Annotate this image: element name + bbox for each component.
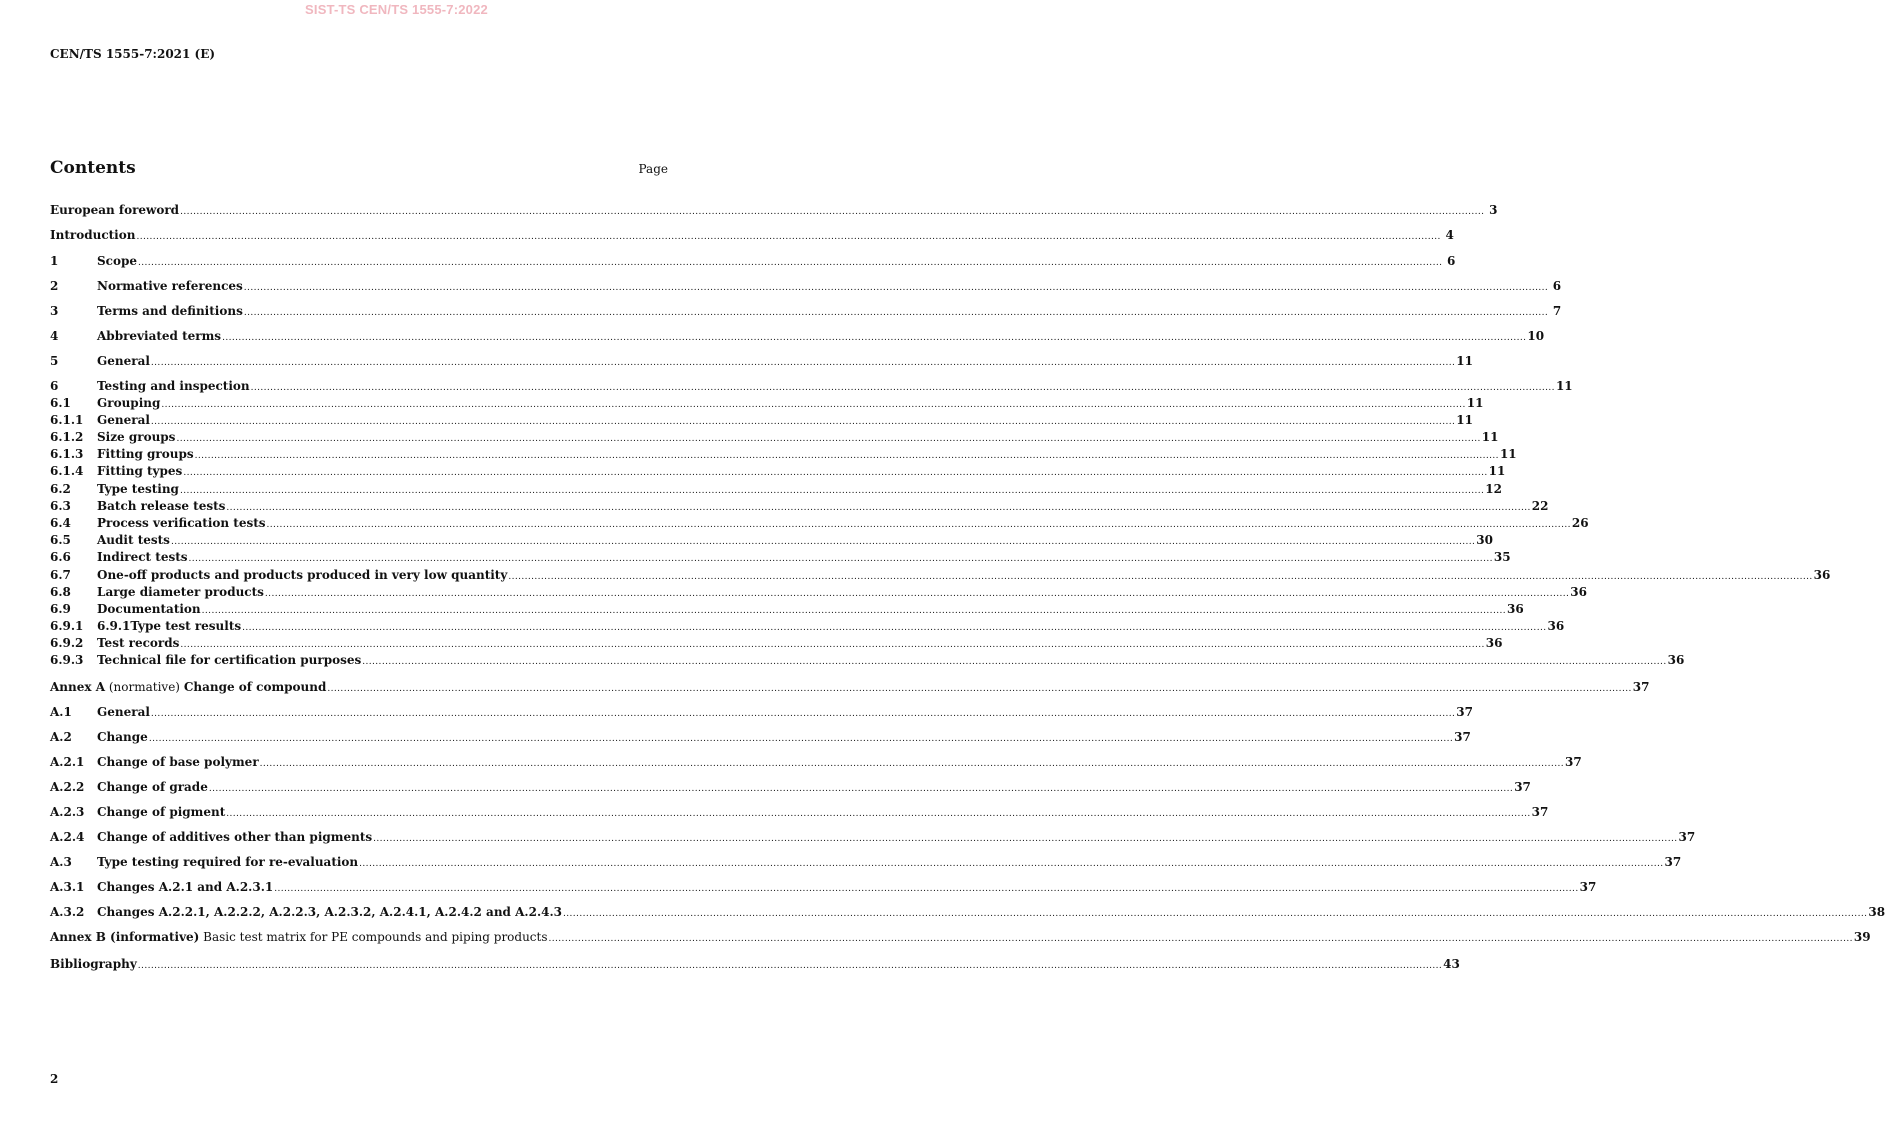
document-id: CEN/TS 1555-7:2021 (E) bbox=[50, 47, 216, 61]
toc-entry-page: 6 bbox=[1552, 279, 1562, 293]
toc-leader-dots: ................................................................................................................................................................................................................................................................................................................................................................................................................ bbox=[150, 417, 1456, 427]
toc-entry-title: Type testing bbox=[97, 482, 179, 496]
toc-entry[interactable] bbox=[50, 679, 1650, 695]
toc-leader-dots: ................................................................................................................................................................................................................................................................................................................................................................................................................ bbox=[327, 684, 1632, 694]
toc-entry[interactable] bbox=[50, 779, 1531, 795]
toc-entry-number: 6.1.3 bbox=[50, 447, 84, 461]
toc-entry-page: 37 bbox=[1579, 880, 1597, 894]
toc-entry[interactable] bbox=[50, 601, 1524, 617]
toc-entry-title: Changes A.2.2.1, A.2.2.2, A.2.2.3, A.2.3.2, A.2.4.1, A.2.4.2 and A.2.4.3 bbox=[97, 905, 563, 919]
toc-leader-dots: ................................................................................................................................................................................................................................................................................................................................................................................................................ bbox=[188, 554, 1493, 564]
toc-entry-number: 6.4 bbox=[50, 516, 71, 530]
toc-entry-page: 37 bbox=[1456, 705, 1473, 719]
toc-entry-title: Indirect tests bbox=[97, 550, 188, 564]
toc-leader-dots: ................................................................................................................................................................................................................................................................................................................................................................................................................ bbox=[359, 859, 1664, 869]
toc-entry-title: Normative references bbox=[97, 279, 243, 293]
toc-entry[interactable] bbox=[50, 729, 1471, 745]
toc-entry-number: A.2.4 bbox=[50, 830, 85, 844]
toc-entry[interactable] bbox=[50, 854, 1682, 870]
toc-entry-title: Audit tests bbox=[97, 533, 170, 547]
toc-entry-title-part: (normative) bbox=[105, 680, 184, 694]
toc-leader-dots: ................................................................................................................................................................................................................................................................................................................................................................................................................ bbox=[170, 537, 1476, 547]
toc-entry-number: 6.7 bbox=[50, 568, 71, 582]
toc-entry-number: 6.1.4 bbox=[50, 464, 84, 478]
toc-entry-title: General bbox=[97, 705, 150, 719]
toc-entry-page: 11 bbox=[1555, 379, 1573, 393]
toc-leader-dots: ................................................................................................................................................................................................................................................................................................................................................................................................................ bbox=[176, 434, 1481, 444]
toc-leader-dots: ................................................................................................................................................................................................................................................................................................................................................................................................................ bbox=[138, 258, 1443, 268]
toc-entry[interactable] bbox=[50, 879, 1597, 895]
toc-entry-title: Terms and definitions bbox=[97, 304, 243, 318]
toc-entry[interactable] bbox=[50, 929, 1871, 945]
toc-entry-title-part: Change of compound bbox=[183, 680, 327, 694]
toc-leader-dots: ................................................................................................................................................................................................................................................................................................................................................................................................................ bbox=[274, 884, 1579, 894]
toc-entry-number: 1 bbox=[50, 254, 59, 268]
toc-entry-title: Grouping bbox=[97, 396, 161, 410]
toc-entry-title: Bibliography bbox=[50, 957, 137, 971]
toc-leader-dots: ................................................................................................................................................................................................................................................................................................................................................................................................................ bbox=[548, 934, 1853, 944]
toc-entry[interactable] bbox=[50, 704, 1473, 720]
toc-entry-number: 6.9.1 bbox=[50, 619, 84, 633]
toc-entry-number: A.2 bbox=[50, 730, 72, 744]
toc-entry-title: One-off products and products produced in very low quantity bbox=[97, 568, 508, 582]
toc-entry-page: 11 bbox=[1481, 430, 1499, 444]
toc-entry[interactable] bbox=[50, 635, 1503, 651]
toc-entry-title: Testing and inspection bbox=[97, 379, 250, 393]
toc-leader-dots: ................................................................................................................................................................................................................................................................................................................................................................................................................ bbox=[137, 961, 1443, 971]
toc-entry[interactable] bbox=[50, 498, 1549, 514]
toc-entry-title-part: Annex A bbox=[50, 680, 106, 694]
toc-entry-number: A.1 bbox=[50, 705, 72, 719]
toc-leader-dots: ................................................................................................................................................................................................................................................................................................................................................................................................................ bbox=[148, 734, 1454, 744]
toc-entry-page: 4 bbox=[1445, 228, 1454, 242]
toc-entry-number: 6.1.1 bbox=[50, 413, 84, 427]
toc-leader-dots: ................................................................................................................................................................................................................................................................................................................................................................................................................ bbox=[563, 909, 1868, 919]
toc-leader-dots: ................................................................................................................................................................................................................................................................................................................................................................................................................ bbox=[201, 606, 1506, 616]
toc-leader-dots: ................................................................................................................................................................................................................................................................................................................................................................................................................ bbox=[266, 520, 1571, 530]
toc-leader-dots: ................................................................................................................................................................................................................................................................................................................................................................................................................ bbox=[183, 468, 1488, 478]
toc-entry[interactable] bbox=[50, 804, 1549, 820]
toc-entry-title: General bbox=[97, 354, 150, 368]
toc-entry-number: 6.6 bbox=[50, 550, 71, 564]
toc-entry-page: 6 bbox=[1447, 254, 1456, 268]
toc-entry-title: Change bbox=[97, 730, 148, 744]
toc-leader-dots: ................................................................................................................................................................................................................................................................................................................................................................................................................ bbox=[222, 333, 1527, 343]
toc-entry[interactable] bbox=[50, 532, 1493, 548]
toc-entry-page: 36 bbox=[1507, 602, 1524, 616]
toc-entry-number: 4 bbox=[50, 329, 59, 343]
toc-entry-page: 39 bbox=[1853, 930, 1871, 944]
toc-entry-page: 43 bbox=[1443, 957, 1460, 971]
toc-leader-dots: ................................................................................................................................................................................................................................................................................................................................................................................................................ bbox=[179, 486, 1485, 496]
toc-entry-title: Fitting groups bbox=[97, 447, 194, 461]
toc-entry[interactable] bbox=[50, 446, 1517, 462]
toc-entry-page: 37 bbox=[1564, 755, 1582, 769]
toc-entry-page: 36 bbox=[1813, 568, 1831, 582]
toc-entry-number: 6.9.3 bbox=[50, 653, 84, 667]
toc-entry-page: 36 bbox=[1547, 619, 1565, 633]
toc-entry-number: 2 bbox=[50, 279, 59, 293]
toc-entry-page: 12 bbox=[1485, 482, 1502, 496]
toc-entry-title: Documentation bbox=[97, 602, 201, 616]
toc-entry-page: 11 bbox=[1488, 464, 1506, 478]
toc-entry-page: 11 bbox=[1466, 396, 1484, 410]
toc-entry-title: Change of pigment bbox=[97, 805, 226, 819]
toc-entry[interactable] bbox=[50, 412, 1473, 428]
toc-entry[interactable] bbox=[50, 202, 1498, 218]
toc-leader-dots: ................................................................................................................................................................................................................................................................................................................................................................................................................ bbox=[180, 640, 1485, 650]
toc-entry-title: Scope bbox=[97, 254, 138, 268]
toc-entry-title: Change of grade bbox=[97, 780, 208, 794]
toc-entry-title: Introduction bbox=[50, 228, 136, 242]
toc-entry[interactable] bbox=[50, 395, 1484, 411]
toc-entry-title: Large diameter products bbox=[97, 585, 264, 599]
toc-entry-title: European foreword bbox=[50, 203, 180, 217]
toc-entry[interactable] bbox=[50, 353, 1473, 369]
toc-entry-title: Changes A.2.1 and A.2.3.1 bbox=[97, 880, 274, 894]
toc-leader-dots: ................................................................................................................................................................................................................................................................................................................................................................................................................ bbox=[226, 809, 1531, 819]
toc-entry-page: 11 bbox=[1456, 354, 1473, 368]
toc-entry-number: 6.9 bbox=[50, 602, 71, 616]
toc-entry-title bbox=[50, 929, 548, 945]
toc-entry-title: Technical file for certification purposes bbox=[97, 653, 362, 667]
toc-leader-dots: ................................................................................................................................................................................................................................................................................................................................................................................................................ bbox=[362, 657, 1667, 667]
toc-entry[interactable] bbox=[50, 429, 1499, 445]
toc-entry-number: A.2.1 bbox=[50, 755, 85, 769]
toc-entry-page: 37 bbox=[1454, 730, 1471, 744]
toc-entry-number: 6.2 bbox=[50, 482, 71, 496]
page-column-label: Page bbox=[638, 162, 668, 176]
watermark: SIST-TS CEN/TS 1555-7:2022 bbox=[305, 2, 488, 17]
toc-entry[interactable] bbox=[50, 829, 1696, 845]
toc-entry[interactable] bbox=[50, 378, 1573, 394]
contents-heading: Contents bbox=[50, 158, 136, 178]
toc-entry[interactable] bbox=[50, 754, 1582, 770]
toc-entry-title: Size groups bbox=[97, 430, 176, 444]
toc-entry[interactable] bbox=[50, 227, 1454, 243]
toc-entry-title: Type testing required for re-evaluation bbox=[97, 855, 359, 869]
toc-entry-page: 37 bbox=[1531, 805, 1549, 819]
toc-entry-page: 10 bbox=[1527, 329, 1545, 343]
toc-entry-number: A.3.1 bbox=[50, 880, 85, 894]
toc-entry[interactable] bbox=[50, 481, 1502, 497]
footer-page-number: 2 bbox=[50, 1072, 59, 1086]
toc-entry-page: 37 bbox=[1632, 680, 1650, 694]
toc-entry-number: 6.3 bbox=[50, 499, 71, 513]
toc-leader-dots: ................................................................................................................................................................................................................................................................................................................................................................................................................ bbox=[226, 503, 1531, 513]
toc-entry[interactable] bbox=[50, 652, 1685, 668]
toc-leader-dots: ................................................................................................................................................................................................................................................................................................................................................................................................................ bbox=[264, 589, 1570, 599]
toc-entry[interactable] bbox=[50, 618, 1565, 634]
toc-leader-dots: ................................................................................................................................................................................................................................................................................................................................................................................................................ bbox=[150, 709, 1456, 719]
toc-entry-page: 36 bbox=[1667, 653, 1685, 667]
toc-entry-title bbox=[50, 679, 326, 695]
toc-entry-title: Batch release tests bbox=[97, 499, 226, 513]
toc-entry[interactable] bbox=[50, 278, 1562, 294]
toc-entry[interactable] bbox=[50, 904, 1885, 920]
toc-entry-title: Test records bbox=[97, 636, 180, 650]
toc-entry-title: General bbox=[97, 413, 150, 427]
toc-leader-dots: ................................................................................................................................................................................................................................................................................................................................................................................................................ bbox=[243, 283, 1549, 293]
toc-leader-dots: ................................................................................................................................................................................................................................................................................................................................................................................................................ bbox=[508, 572, 1813, 582]
toc-entry-page: 37 bbox=[1514, 780, 1531, 794]
toc-entry-number: 3 bbox=[50, 304, 59, 318]
toc-entry-title-part: Annex B (informative) bbox=[50, 930, 200, 944]
toc-entry-title: 6.9.1Type test results bbox=[97, 619, 242, 633]
toc-leader-dots: ................................................................................................................................................................................................................................................................................................................................................................................................................ bbox=[150, 358, 1456, 368]
toc-leader-dots: ................................................................................................................................................................................................................................................................................................................................................................................................................ bbox=[250, 383, 1555, 393]
toc-entry[interactable] bbox=[50, 328, 1545, 344]
toc-entry-number: 6 bbox=[50, 379, 59, 393]
toc-entry-title: Change of base polymer bbox=[97, 755, 259, 769]
toc-entry-number: 6.1 bbox=[50, 396, 71, 410]
toc-leader-dots: ................................................................................................................................................................................................................................................................................................................................................................................................................ bbox=[180, 207, 1485, 217]
toc-entry-page: 36 bbox=[1570, 585, 1587, 599]
toc-leader-dots: ................................................................................................................................................................................................................................................................................................................................................................................................................ bbox=[194, 451, 1499, 461]
toc-entry-page: 37 bbox=[1664, 855, 1682, 869]
toc-entry-number: A.2.2 bbox=[50, 780, 85, 794]
toc-entry-title: Change of additives other than pigments bbox=[97, 830, 373, 844]
toc-entry-number: A.3 bbox=[50, 855, 72, 869]
toc-leader-dots: ................................................................................................................................................................................................................................................................................................................................................................................................................ bbox=[136, 232, 1441, 242]
toc-leader-dots: ................................................................................................................................................................................................................................................................................................................................................................................................................ bbox=[161, 400, 1466, 410]
toc-leader-dots: ................................................................................................................................................................................................................................................................................................................................................................................................................ bbox=[373, 834, 1678, 844]
toc-entry-number: 6.8 bbox=[50, 585, 71, 599]
toc-entry[interactable] bbox=[50, 463, 1506, 479]
toc-entry[interactable] bbox=[50, 253, 1456, 269]
toc-entry-page: 38 bbox=[1868, 905, 1885, 919]
toc-entry-title: Process verification tests bbox=[97, 516, 266, 530]
toc-entry[interactable] bbox=[50, 515, 1589, 531]
toc-entry[interactable] bbox=[50, 567, 1831, 583]
toc-entry-page: 37 bbox=[1678, 830, 1696, 844]
toc-entry-page: 3 bbox=[1489, 203, 1498, 217]
toc-entry-number: 6.9.2 bbox=[50, 636, 84, 650]
toc-entry-number: A.2.3 bbox=[50, 805, 85, 819]
toc-entry[interactable] bbox=[50, 956, 1460, 972]
toc-entry-page: 22 bbox=[1531, 499, 1549, 513]
toc-entry-number: 6.1.2 bbox=[50, 430, 84, 444]
toc-leader-dots: ................................................................................................................................................................................................................................................................................................................................................................................................................ bbox=[243, 308, 1549, 318]
toc-leader-dots: ................................................................................................................................................................................................................................................................................................................................................................................................................ bbox=[242, 623, 1547, 633]
toc-entry-page: 26 bbox=[1571, 516, 1589, 530]
toc-entry-page: 30 bbox=[1476, 533, 1493, 547]
toc-entry-page: 36 bbox=[1485, 636, 1503, 650]
toc-entry-page: 11 bbox=[1456, 413, 1473, 427]
toc-entry-page: 35 bbox=[1493, 550, 1511, 564]
toc-entry-number: 5 bbox=[50, 354, 59, 368]
toc-leader-dots: ................................................................................................................................................................................................................................................................................................................................................................................................................ bbox=[259, 759, 1564, 769]
toc-entry-title: Fitting types bbox=[97, 464, 183, 478]
toc-entry-page: 11 bbox=[1499, 447, 1517, 461]
toc-entry-number: 6.5 bbox=[50, 533, 71, 547]
toc-entry-title-part: Basic test matrix for PE compounds and piping products bbox=[199, 930, 548, 944]
toc-entry[interactable] bbox=[50, 303, 1562, 319]
toc-leader-dots: ................................................................................................................................................................................................................................................................................................................................................................................................................ bbox=[208, 784, 1514, 794]
toc-entry-title: Abbreviated terms bbox=[97, 329, 222, 343]
toc-entry[interactable] bbox=[50, 549, 1511, 565]
toc-entry-page: 7 bbox=[1552, 304, 1562, 318]
toc-entry-number: A.3.2 bbox=[50, 905, 85, 919]
toc-entry[interactable] bbox=[50, 584, 1587, 600]
